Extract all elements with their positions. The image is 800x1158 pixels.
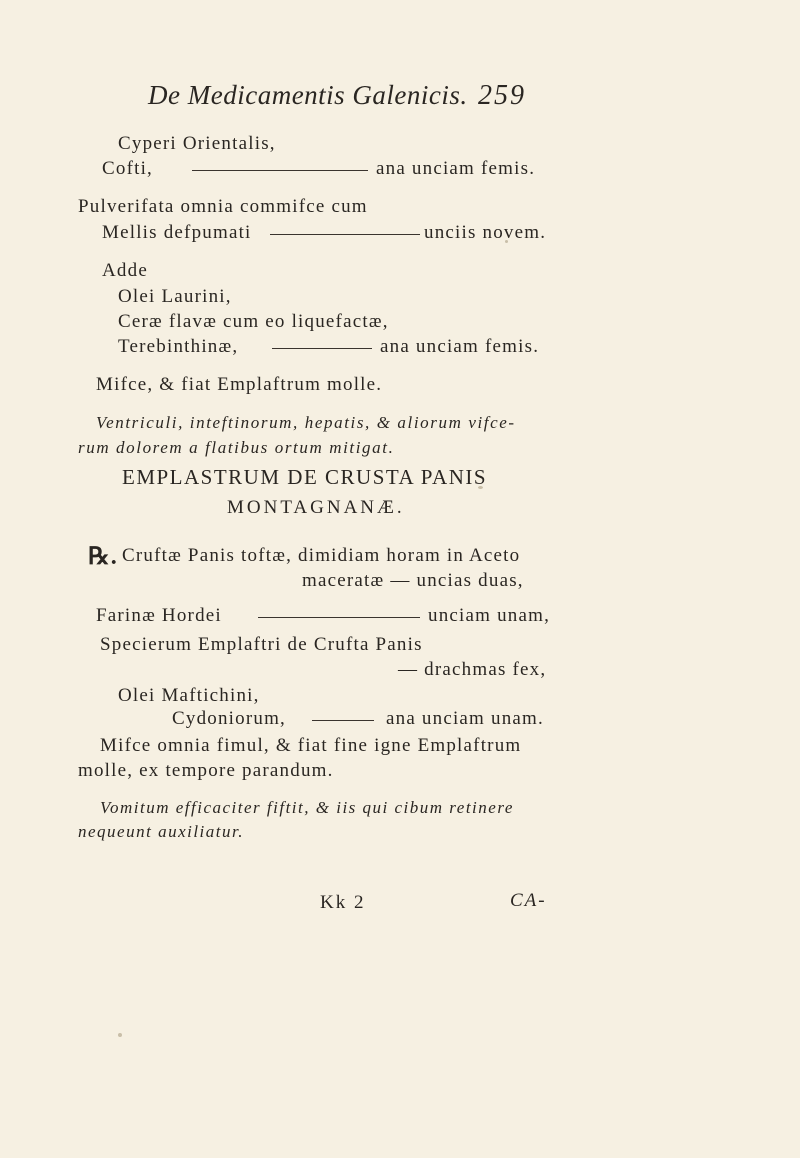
dash-rule — [192, 170, 368, 171]
recipe1-line8-amount: ana unciam femis. — [380, 336, 540, 357]
recipe2-line9: molle, ex tempore parandum. — [78, 760, 334, 781]
recipe1-line3: Pulverifata omnia commifce cum — [78, 196, 368, 217]
dash-rule — [312, 720, 374, 721]
dash-rule — [272, 348, 372, 349]
recipe2-line6: Olei Maftichini, — [118, 685, 260, 706]
recipe2-line3-amount: unciam unam, — [428, 605, 551, 626]
recipe2-line2: maceratæ — uncias duas, — [302, 570, 524, 591]
recipe1-line2-name: Cofti, — [102, 158, 154, 179]
recipe2-line4: Specierum Emplaftri de Crufta Panis — [100, 634, 423, 655]
recipe2-note-line2: nequeunt auxiliatur. — [78, 822, 244, 841]
recipe1-line7: Ceræ flavæ cum eo liquefactæ, — [118, 311, 389, 332]
recipe1-line5: Adde — [102, 260, 148, 281]
recipe1-line1: Cyperi Orientalis, — [118, 133, 276, 154]
catchword: CA- — [510, 890, 547, 911]
dash-rule — [270, 234, 420, 235]
recipe2-note-line1: Vomitum efficaciter fiftit, & iis qui cibum retinere — [100, 798, 514, 817]
recipe1-line4-amount: unciis novem. — [424, 222, 547, 243]
recipe2-line3-name: Farinæ Hordei — [96, 605, 222, 626]
recipe-symbol: ℞. — [88, 544, 118, 570]
recipe1-line6: Olei Laurini, — [118, 286, 232, 307]
recipe2-line1: Cruftæ Panis toftæ, dimidiam horam in Aceto — [122, 545, 521, 566]
recipe2-title: EMPLASTRUM DE CRUSTA PANIS — [122, 465, 488, 489]
recipe1-line9: Mifce, & fiat Emplaftrum molle. — [96, 374, 383, 395]
recipe1-note-line1: Ventriculi, inteftinorum, hepatis, & aliorum vifce- — [96, 413, 516, 432]
recipe1-note-line2: rum dolorem a flatibus ortum mitigat. — [78, 438, 395, 457]
recipe2-line7-name: Cydoniorum, — [172, 708, 287, 729]
running-title: De Medicamentis Galenicis. — [148, 80, 468, 110]
recipe1-line2-amount: ana unciam femis. — [376, 158, 536, 179]
recipe2-line7-amount: ana unciam unam. — [386, 708, 544, 729]
recipe2-subtitle: MONTAGNANÆ. — [227, 497, 405, 518]
recipe2-line5-amount: — drachmas fex, — [398, 659, 547, 680]
recipe2-line8: Mifce omnia fimul, & fiat fine igne Emplaftrum — [100, 735, 522, 756]
recipe1-line4-name: Mellis defpumati — [102, 222, 252, 243]
dash-rule — [258, 617, 420, 618]
page-number: 259 — [478, 80, 526, 111]
paper-speck — [118, 1033, 122, 1037]
recipe1-line8-name: Terebinthinæ, — [118, 336, 239, 357]
signature-mark: Kk 2 — [320, 892, 366, 913]
